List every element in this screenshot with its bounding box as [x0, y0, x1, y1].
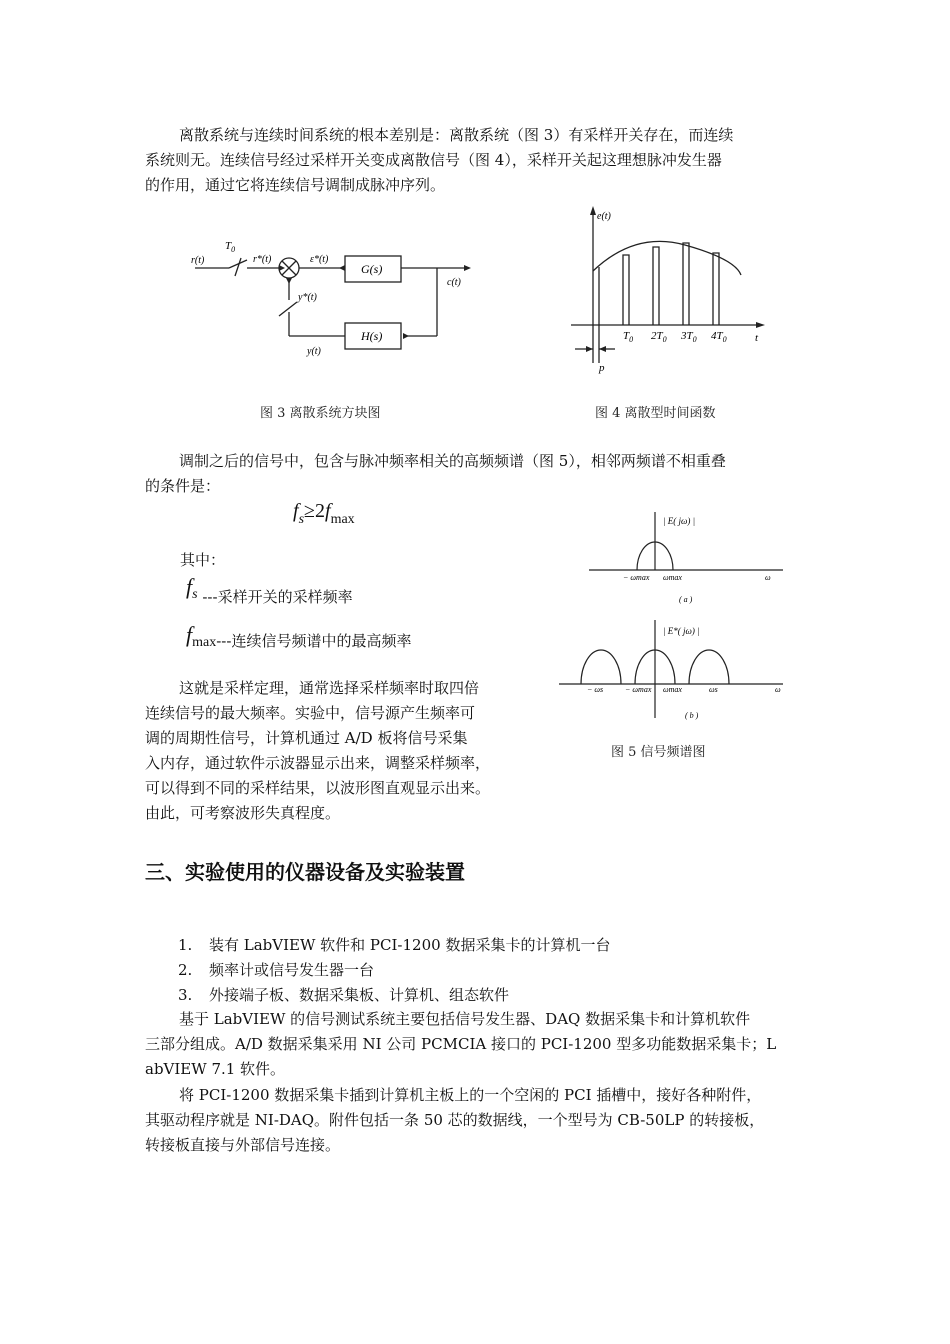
installation-paragraph: [145, 1083, 807, 1158]
text-line: 基于 LabVIEW 的信号测试系统主要包括信号发生器、DAQ 数据采集卡和计算机软件: [179, 1010, 751, 1028]
discrete-time-figure: [565, 203, 765, 378]
c-label: c(t): [447, 277, 461, 288]
tick-label: $T_0$: [623, 330, 634, 344]
text-line: 系统则无。连续信号经过采样开关变成离散信号（图 4），采样开关起这理想脉冲发生器: [145, 151, 722, 169]
list-item: 1. 装有 LabVIEW 软件和 PCI-1200 数据采集卡的计算机一台: [178, 936, 611, 954]
text-line: 三部分组成。A/D 数据采集采用 NI 公司 PCMCIA 接口的 PCI-1200 型多功能数据采集卡；L: [145, 1035, 777, 1053]
ystar-label: y*(t): [298, 292, 317, 303]
fig5a-w: ω: [765, 573, 771, 582]
text-line: 其驱动程序就是 NI-DAQ。附件包括一条 50 芯的数据线，一个型号为 CB-50LP 的转接板，: [145, 1111, 765, 1129]
text-line: 调的周期性信号，计算机通过 A/D 板将信号采集: [145, 729, 468, 747]
list-item: 3. 外接端子板、数据采集板、计算机、组态软件: [178, 986, 510, 1004]
fig5a-tag: ( a ): [679, 595, 693, 604]
text-line: 由此，可考察波形失真程度。: [145, 804, 341, 822]
fig5a-wmax: ωmax: [663, 573, 682, 582]
text-line: 的条件是：: [145, 477, 221, 495]
text-line: 的作用，通过它将连续信号调制成脉冲序列。: [145, 176, 446, 194]
system-paragraph: [145, 1007, 807, 1082]
sampling-condition-formula: $f_s\ge 2f_{max}$: [293, 500, 355, 527]
fig5b-neg-wmax: − ωmax: [625, 685, 652, 694]
fig5b-ws: ωs: [709, 685, 718, 694]
fmax-definition: fmax---连续信号频谱中的最高频率: [186, 622, 412, 650]
text-line: 调制之后的信号中，包含与脉冲频率相关的高频频谱（图 5），相邻两频谱不相重叠: [179, 452, 726, 470]
text-line: 转接板直接与外部信号连接。: [145, 1136, 341, 1154]
fig5b-tag: ( b ): [685, 711, 699, 720]
p-label: p: [599, 362, 605, 374]
fig3-caption: 图 3 离散系统方块图: [260, 406, 381, 421]
t0-label: $T_0$: [225, 240, 236, 254]
fig4-caption: 图 4 离散型时间函数: [595, 406, 716, 421]
text-line: 入内存，通过软件示波器显示出来，调整采样频率，: [145, 754, 491, 772]
section-heading: 三、实验使用的仪器设备及实验装置: [145, 860, 465, 884]
fig5a-neg-wmax: − ωmax: [623, 573, 650, 582]
text-line: 可以得到不同的采样结果，以波形图直观显示出来。: [145, 779, 491, 797]
t-axis-label: t: [755, 332, 759, 344]
fig5b-neg-ws: − ωs: [587, 685, 604, 694]
intro-paragraph: [145, 123, 807, 198]
tick-label: $2T_0$: [651, 330, 667, 344]
y-label: y(t): [307, 346, 321, 357]
text-line: 这就是采样定理，通常选择采样频率时取四倍: [179, 679, 480, 697]
fig5b-title: | E*( jω) |: [663, 626, 700, 636]
text-line: abVIEW 7.1 软件。: [145, 1060, 286, 1078]
sampling-theorem-paragraph: [145, 676, 540, 826]
fig5-caption: 图 5 信号频谱图: [611, 745, 706, 760]
et-label: e(t): [597, 211, 611, 222]
text-line: 连续信号的最大频率。实验中，信号源产生频率可: [145, 704, 476, 722]
g-block-label: G(s): [361, 262, 383, 276]
list-item: 2. 频率计或信号发生器一台: [178, 961, 375, 979]
fig5b-w: ω: [775, 685, 781, 694]
tick-label: $3T_0$: [681, 330, 697, 344]
fig5b-wmax: ωmax: [663, 685, 682, 694]
tick-label: $4T_0$: [711, 330, 727, 344]
block-diagram-figure: [185, 232, 475, 362]
text-line: 离散系统与连续时间系统的根本差别是：离散系统（图 3）有采样开关存在，而连续: [179, 126, 734, 144]
r-label: r(t): [191, 255, 205, 266]
rstar-label: r*(t): [253, 254, 272, 265]
spectrum-paragraph: [145, 449, 807, 499]
text-line: 将 PCI-1200 数据采集卡插到计算机主板上的一个空闲的 PCI 插槽中，接好各种附件，: [179, 1086, 762, 1104]
fig5a-title: | E( jω) |: [663, 516, 696, 526]
fs-definition: fs ---采样开关的采样频率: [186, 574, 353, 606]
qizhong-label: 其中：: [180, 551, 226, 569]
spectrum-figure: [555, 508, 795, 728]
h-block-label: H(s): [361, 329, 383, 343]
estar-label: ε*(t): [310, 254, 329, 265]
